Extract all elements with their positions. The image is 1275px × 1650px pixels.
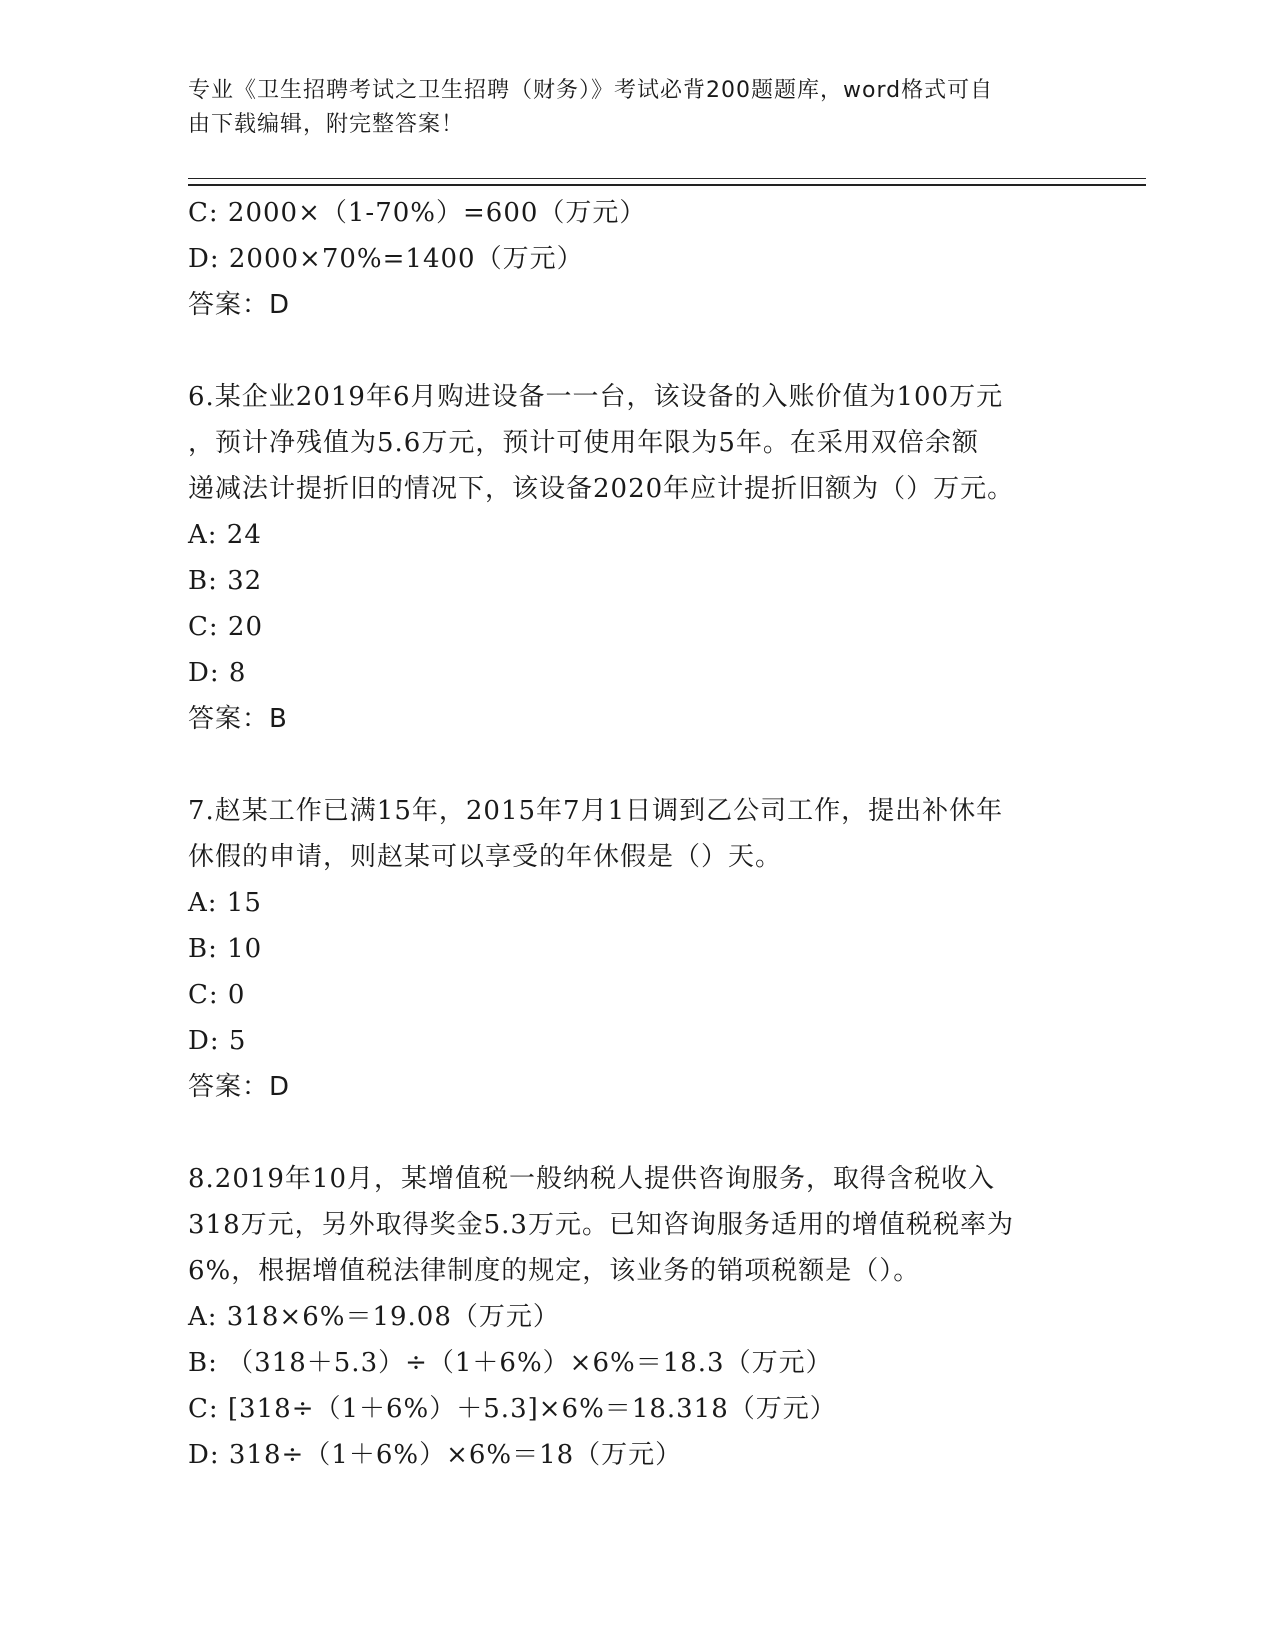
option-b: B: （318＋5.3）÷（1＋6%）×6%＝18.3（万元） (188, 1348, 833, 1378)
option-d: D: 318÷（1＋6%）×6%＝18（万元） (188, 1440, 683, 1470)
question-text: 7.赵某工作已满15年，2015年7月1日调到乙公司工作，提出补休年 (188, 796, 1004, 826)
question-text: 6%，根据增值税法律制度的规定，该业务的销项税额是（）。 (188, 1256, 921, 1286)
header-line-2: 由下载编辑，附完整答案！ (188, 112, 465, 137)
question-text: ，预计净残值为5.6万元，预计可使用年限为5年。在采用双倍余额 (188, 428, 979, 458)
document-header (188, 74, 1068, 142)
answer-line: 答案：B (188, 704, 288, 734)
question-8 (188, 1156, 1148, 1478)
option-c: C: 0 (188, 980, 246, 1010)
question-text: 休假的申请，则赵某可以享受的年休假是（）天。 (188, 842, 783, 872)
question-text: 6.某企业2019年6月购进设备一一台，该设备的入账价值为100万元 (188, 382, 1004, 412)
question-7 (188, 788, 1148, 1110)
option-a: A: 318×6%＝19.08（万元） (188, 1302, 560, 1332)
spacer (188, 328, 1148, 374)
option-c: C: 20 (188, 612, 264, 642)
question-6 (188, 374, 1148, 742)
header-divider (188, 178, 1146, 186)
option-d: D: 2000×70%=1400（万元） (188, 244, 584, 274)
answer-line: 答案：D (188, 1072, 291, 1102)
option-a: A: 24 (188, 520, 262, 550)
option-c: C: 2000×（1-70%）=600（万元） (188, 198, 647, 228)
question-text: 8.2019年10月，某增值税一般纳税人提供咨询服务，取得含税收入 (188, 1164, 996, 1194)
spacer (188, 742, 1148, 788)
answer-line: 答案：D (188, 290, 291, 320)
question-text: 递减法计提折旧的情况下，该设备2020年应计提折旧额为（）万元。 (188, 474, 1015, 504)
question-text: 318万元，另外取得奖金5.3万元。已知咨询服务适用的增值税税率为 (188, 1210, 1014, 1240)
question-continuation (188, 190, 1148, 328)
option-a: A: 15 (188, 888, 262, 918)
option-c: C: [318÷（1＋6%）＋5.3]×6%＝18.318（万元） (188, 1394, 837, 1424)
question-list (188, 190, 1148, 1478)
option-b: B: 10 (188, 934, 263, 964)
option-d: D: 8 (188, 658, 247, 688)
option-b: B: 32 (188, 566, 263, 596)
option-d: D: 5 (188, 1026, 247, 1056)
header-line-1: 专业《卫生招聘考试之卫生招聘（财务）》考试必背200题题库，word格式可自 (188, 78, 994, 103)
spacer (188, 1110, 1148, 1156)
